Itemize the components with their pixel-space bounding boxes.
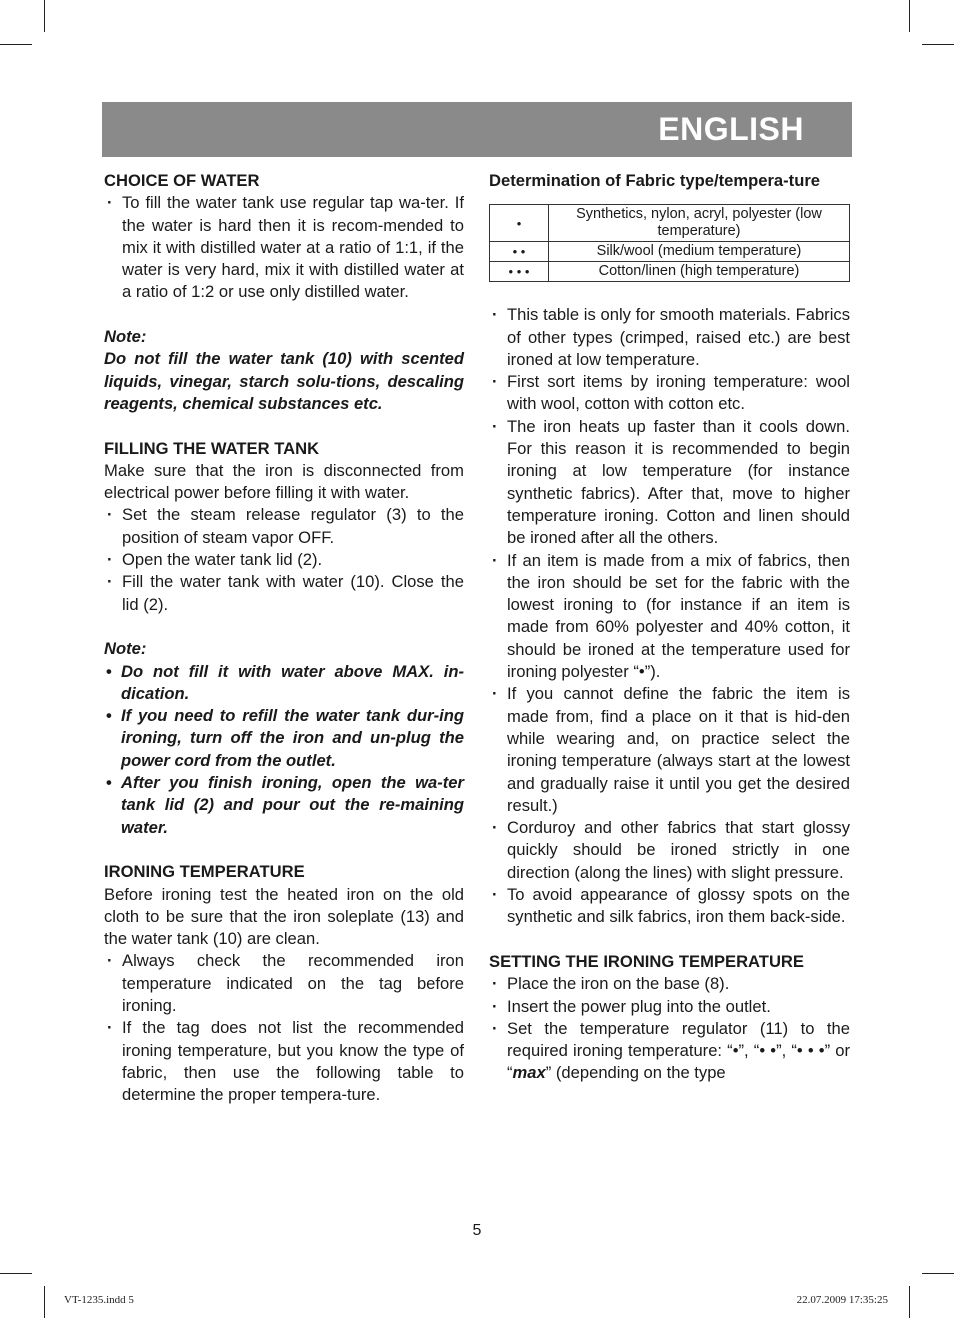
setting-last-max: max [512,1063,546,1083]
list-item: · The iron heats up faster than it cools down. For this reason it is recommended to begin ironing at low temperature (for instance synthetic fabrics). After that, move to higher temperature ironing. Cotton and linen should be ironed after all the others. [489,416,850,550]
setting-last-pre: Set the temperature regulator (11) to the required ironing temperature: “•”, “• •”, “• • •” or “ [507,1018,850,1083]
note-label: Note: [104,327,147,347]
tips-list [489,304,850,928]
note-list [104,661,464,839]
table-cell-fabric: Silk/wool (medium temperature) [549,242,850,262]
crop-mark [922,44,954,45]
table-cell-symbol: • • [490,242,549,262]
table-cell-symbol: • • • [490,262,549,282]
list-item: · If you cannot define the fabric the item is made from, find a place on it that is hid-den while wearing and, on practice select the ironing temperature (always start at the lowest and gradually raise it until you get the desired result.) [489,683,850,817]
ironing-intro: Before ironing test the heated iron on the old cloth to be sure that the iron soleplate (13) and the water tank (10) are clean. [104,884,464,949]
filling-list [104,504,464,615]
crop-mark [0,1273,32,1274]
language-title: ENGLISH [658,111,804,147]
ironing-temperature-heading: IRONING TEMPERATURE [104,862,305,882]
page-number: 5 [472,1222,482,1239]
crop-mark [44,0,45,32]
fabric-table [489,204,850,282]
table-row [490,205,850,242]
crop-mark [909,1286,910,1318]
crop-mark [0,44,32,45]
determination-heading: Determination of Fabric type/tempera-ture [489,171,821,190]
list-item: · This table is only for smooth materials. Fabrics of other types (crimped, raised etc.) are best ironed at low temperature. [489,304,850,371]
choice-of-water-heading: CHOICE OF WATER [104,171,260,190]
slug-timestamp: 22.07.2009 17:35:25 [796,1294,888,1306]
ironing-list [104,950,464,1106]
filling-intro: Make sure that the iron is disconnected from electrical power before filling it with water. [104,460,464,503]
table-row [490,242,850,262]
list-item: · To fill the water tank use regular tap wa-ter. If the water is hard then it is recom-mended to mix it with distilled water at a ratio of 1:1, if the water is very hard, mix it with distilled water at a ratio of 1:2 or use only distilled water. [104,192,464,303]
crop-mark [44,1286,45,1318]
table-cell-symbol: • [490,205,549,242]
list-item: · To avoid appearance of glossy spots on the synthetic and silk fabrics, iron them back-side. [489,884,850,929]
setting-list [489,973,850,1084]
list-item: · If the tag does not list the recommended ironing temperature, but you know the type of fabric, then use the following table to determine the proper tempera-ture. [104,1017,464,1106]
note-label: Note: [104,639,147,659]
list-item: • If you need to refill the water tank dur-ing ironing, turn off the iron and un-plug the power cord from the outlet. [104,705,464,772]
language-banner [102,102,852,157]
crop-mark [922,1273,954,1274]
left-column [104,170,464,1106]
list-item: · Fill the water tank with water (10). Close the lid (2). [104,571,464,616]
table-row [490,262,850,282]
note-text: Do not fill the water tank (10) with scented liquids, vinegar, starch solu-tions, descaling reagents, chemical substances etc. [104,349,464,413]
list-item [489,1018,850,1085]
table-cell-fabric: Cotton/linen (high temperature) [549,262,850,282]
filling-heading: FILLING THE WATER TANK [104,438,320,458]
crop-mark [909,0,910,32]
list-item: • After you finish ironing, open the wa-ter tank lid (2) and pour out the re-maining water. [104,772,464,839]
table-cell-fabric: Synthetics, nylon, acryl, polyester (low temperature) [549,205,850,242]
list-item: · Place the iron on the base (8). [489,973,850,995]
setting-temperature-heading: SETTING THE IRONING TEMPERATURE [489,951,804,971]
right-column [489,170,850,1085]
list-item: · Open the water tank lid (2). [104,549,464,571]
list-item: • Do not fill it with water above MAX. in-dication. [104,661,464,706]
list-item: · If an item is made from a mix of fabrics, then the iron should be set for the fabric with the lowest ironing to (for instance if an item is made from 60% polyester and 40% cotton, it should be ironed at the temperature used for ironing polyester “•”). [489,550,850,684]
list-item: · Insert the power plug into the outlet. [489,996,850,1018]
setting-last-post: ” (depending on the type [545,1063,726,1083]
list-item: · Corduroy and other fabrics that start glossy quickly should be ironed strictly in one direction (along the lines) with slight pressure. [489,817,850,884]
list-item: · First sort items by ironing temperature: wool with wool, cotton with cotton etc. [489,371,850,416]
list-item: · Always check the recommended iron temperature indicated on the tag before ironing. [104,950,464,1017]
choice-of-water-list [104,192,464,303]
list-item: · Set the steam release regulator (3) to the position of steam vapor OFF. [104,504,464,549]
slug-file: VT-1235.indd 5 [64,1294,134,1306]
